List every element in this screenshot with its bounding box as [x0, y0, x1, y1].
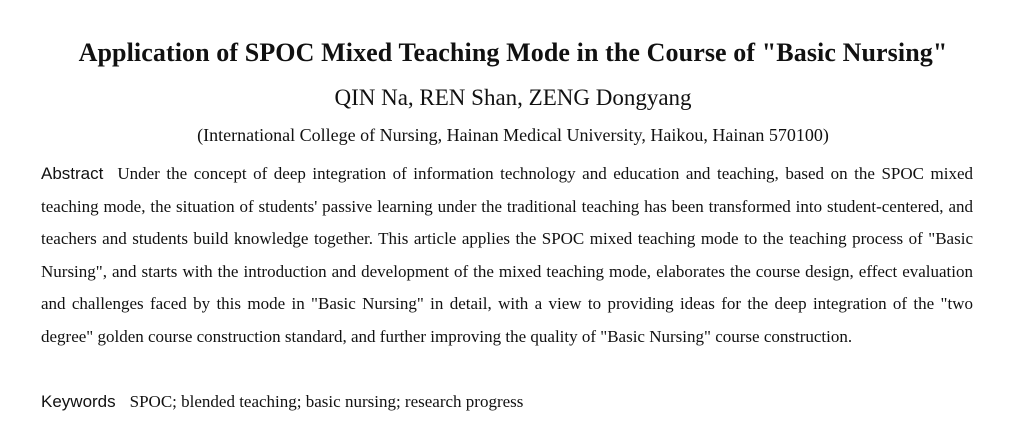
- abstract-text: Under the concept of deep integration of information technology and education and teaching, based on the SPOC mixed teaching mode, the situation of students' passive learning under the traditional teaching has been transformed into student-centered, and teachers and students build knowledge together. This article applies the SPOC mixed teaching mode to the teaching process of "Basic Nursing", and starts with the introduction and development of the mixed teaching mode, elaborates the course design, effect evaluation and challenges faced by this mode in "Basic Nursing" in detail, with a view to providing ideas for the deep integration of the "two degree" golden course construction standard, and further improving the quality of "Basic Nursing" course construction.: [41, 164, 973, 346]
- abstract-label: Abstract: [41, 164, 104, 183]
- keywords-section: [41, 388, 973, 416]
- keywords-text: SPOC; blended teaching; basic nursing; research progress: [129, 392, 524, 411]
- paper-title: Application of SPOC Mixed Teaching Mode in the Course of "Basic Nursing": [78, 38, 948, 67]
- abstract-section: [41, 158, 973, 353]
- author-list: QIN Na, REN Shan, ZENG Dongyang: [334, 85, 692, 110]
- affiliation: (International College of Nursing, Hainan Medical University, Haikou, Hainan 570100): [197, 125, 829, 145]
- keywords-label: Keywords: [41, 392, 116, 411]
